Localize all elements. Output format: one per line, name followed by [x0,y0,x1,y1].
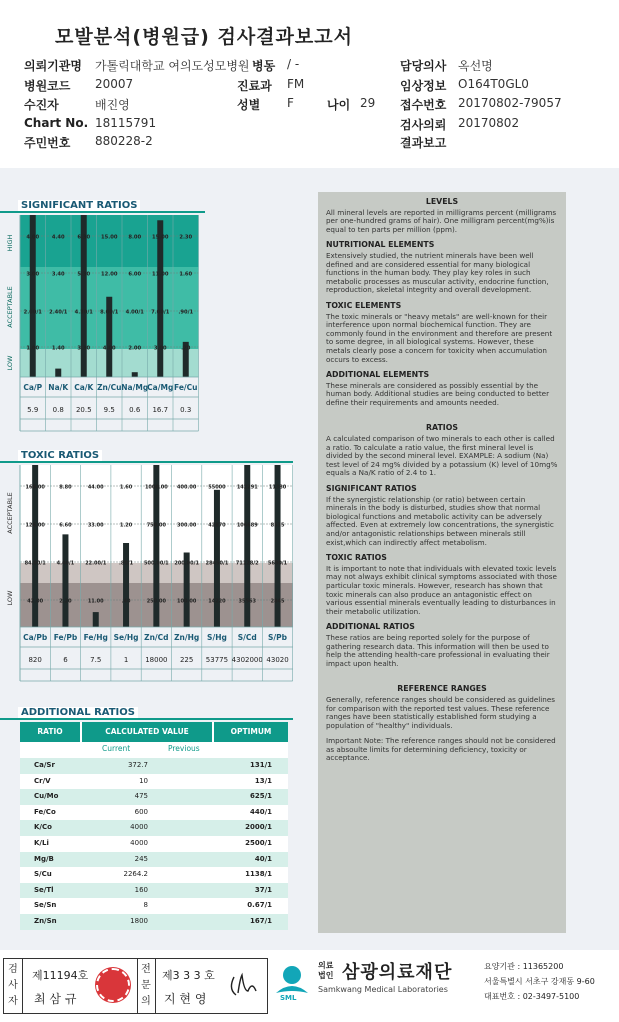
info-section-title: LEVELS [425,197,459,206]
table-row [20,805,288,821]
tick-label: 3.00 [26,271,40,278]
ratio-bar [62,534,68,627]
table-row [20,774,288,790]
tick-label: 6.60 [59,522,72,529]
category-label: Na/K [48,383,69,392]
category-label: S/Pb [268,633,288,642]
tick-label: 14220 [208,598,226,605]
field-sex: 성별 [237,98,261,112]
tick-label: 22.00/1 [85,560,107,567]
field-department: 진료과 [237,79,272,93]
tick-label: 4.00 [102,345,116,352]
tick-label: 100.00 [177,598,197,605]
tick-label: 6.00 [128,271,142,278]
info-section-title: SIGNIFICANT RATIOS [326,484,417,494]
tick-label: .90/1 [178,309,194,316]
tick-label: 4.00 [26,234,40,241]
inspector-number: 제11194호 [32,969,89,982]
tick-label: 1.60 [119,484,133,491]
col-calc-header: CALCULATED VALUE [82,722,212,742]
tick-label: 4.40/1 [56,560,75,567]
info-section-text: Generally, reference ranges should be considered as guidelines for comparison with the reported test values. These reference ranges have been statistically established form studying a population of "healthy" individuals. [326,694,555,730]
divider [22,959,23,1013]
tick-label: 500.00/1 [144,560,169,567]
tick-label: 400.00 [177,484,197,491]
field-institution: 의뢰기관명 [24,59,82,73]
field-age-value: 29 [360,96,376,110]
field-chart-no-value: 18115791 [95,116,157,130]
category-label: Zn/Cu [97,383,122,392]
ratio-name: K/Li [34,839,49,847]
info-section-title: ADDITIONAL ELEMENTS [326,370,430,380]
additional-section-header: ADDITIONAL RATIOS [0,707,293,720]
ratio-name: Mg/B [34,854,54,863]
field-hospital-code: 병원코드 [24,79,71,93]
tick-label: 1.40 [51,345,65,352]
tick-label: 35563 [238,598,256,605]
col-ratio-header: RATIO [20,722,80,742]
tick-label: 1.60 [179,271,193,278]
info-section-text: Extensively studied, the nutrient minerals have been well defined and are considered essential for many biological functions in the human body. They play key roles in such metabolic processes as muscular activity, endocrine function, reproduction, skeletal integrity and overall development. [326,250,549,295]
tick-label: 250.00 [146,598,166,605]
info-section [326,485,558,547]
field-clinical-info: 임상정보 [400,79,447,93]
tick-label: .40 [121,598,131,605]
ratio-name: Ca/Sr [34,761,55,769]
tick-label: 4.30/1 [74,309,93,316]
info-section-title: REFERENCE RANGES [397,684,487,694]
optimum-value: 13/1 [254,776,272,785]
table-row [20,914,288,930]
info-section-title: ADDITIONAL RATIOS [326,622,415,632]
inspector-name: 최 삼 규 [34,992,77,1006]
ratio-bar [55,369,61,377]
current-value: 1800 [130,917,148,925]
field-hospital-code-value: 20007 [95,77,134,91]
field-receipt-no: 접수번호 [400,98,447,112]
ratio-name: K/Co [34,823,52,832]
field-clinical-info-value: O164T0GL0 [458,77,529,91]
current-value: 4000 [130,839,148,847]
value-label: 5.9 [27,406,39,414]
tick-label: 6.30 [77,234,91,241]
toxic-section-header: TOXIC RATIOS [0,450,293,463]
table-row [20,867,288,883]
tick-label: 8.00 [128,234,142,241]
current-value: 8 [143,901,148,910]
value-label: 53775 [205,656,229,664]
tick-label: 3.00 [153,345,167,352]
divider [155,959,156,1013]
current-value: 4000 [130,823,148,832]
org-name: 삼광의료재단 [342,962,453,983]
significant-ratios-chart [0,213,210,445]
handwritten-signature [226,969,262,1003]
toxic-ratios-chart [0,463,295,695]
table-row [20,898,288,914]
field-request-date-value: 20170802 [458,116,520,130]
specialist-label: 전문의 [141,964,151,1007]
info-section-title: RATIOS [426,423,458,433]
info-section-text: These minerals are considered as possibly essential by the human body. Additional studies are being conducted to better define their requirements and amounts needed. [326,380,550,407]
tick-label: 84.00/1 [24,560,46,567]
field-receipt-no-value: 20170802-79057 [458,96,562,110]
info-section-text: Important Note: The reference ranges should not be considered as absoulte limits for determining deficiency, toxicity or acceptance. [326,736,556,763]
table-row [20,789,288,805]
org-prefix: 의료법인 [318,961,334,980]
field-doctor: 담당의사 [400,59,447,73]
zone-label: ACCEPTABLE [6,286,14,328]
current-value: 600 [134,807,148,816]
info-section-text: A calculated comparison of two minerals to each other is called a ratio. To calculate a ratio value, the first mineral level is divided by the second mineral level. EXAMPLE: A sodium (Na) test level of 24 mg% divided by a potassium (K) level of 10mg% equals a Na/K ratio of 2.4 to 1. [326,434,558,478]
optimum-value: 37/1 [254,885,272,894]
ratio-bar [123,543,129,627]
signature-box [3,958,268,1014]
tick-label: 300.00 [177,522,197,529]
ratio-name: Cr/V [34,776,51,785]
info-section [326,737,558,763]
info-section-text: These ratios are being reported solely for the purpose of gathering research data. This information will then be used to help the attending health-care professional in evaluating their impact upon health. [326,632,550,668]
category-label: Fe/Pb [53,633,78,642]
info-section-text: It is important to note that individuals with elevated toxic levels may not always exhibit clinical symptoms associated with those particular toxic minerals. However, research has shown that toxic minerals can also produce an antagonistic effect on various essential minerals eventually leading to disturbances in their metabolic utilization. [326,563,557,616]
tick-label: 42.00 [27,598,44,605]
tick-label: 1000.00 [144,484,168,491]
optimum-value: 40/1 [254,854,272,863]
info-section [326,623,558,678]
tick-label: 42870 [208,522,226,529]
value-label: 4302000 [231,656,263,664]
tick-label: 11.00 [152,271,169,278]
current-value: 2264.2 [123,870,148,879]
zone-label: LOW [6,355,14,371]
current-value: 475 [134,792,148,801]
value-label: 16.7 [152,406,169,414]
tick-label: 3.40 [51,271,65,278]
field-resident-no-value: 880228-2 [95,134,153,148]
field-institution-value: 가톨릭대학교 여의도성모병원 [95,59,250,73]
category-label: S/Hg [207,633,227,642]
category-label: Na/Mg [121,383,149,392]
category-label: Zn/Hg [174,633,200,642]
info-panel [318,192,566,933]
tick-label: 750.00 [146,522,166,529]
divider [137,959,138,1013]
zone-label: HIGH [6,234,14,252]
optimum-value: 2500/1 [245,839,272,847]
optimum-value: 1138/1 [245,870,272,879]
tick-label: 4.00/1 [125,309,144,316]
info-section [326,424,558,478]
ratio-bar [132,372,138,377]
zone-label: ACCEPTABLE [6,492,14,534]
tick-label: 15.00 [152,234,169,241]
current-value: 160 [134,885,148,894]
tick-label: 7.00/1 [151,309,170,316]
category-label: Zn/Cd [144,633,169,642]
current-value: 372.7 [127,761,148,769]
tick-label: 2.30 [179,234,193,241]
col-current-header: Current [102,744,131,753]
optimum-value: 440/1 [249,807,272,816]
value-label: 18000 [145,656,168,664]
field-patient-value: 배진영 [95,98,130,112]
org-name-en: Samkwang Medical Laboratories [318,985,448,994]
ratio-name: S/Cu [34,870,52,879]
info-section-text: The toxic minerals or "heavy metals" are well-known for their interference upon normal biochemical function. They are commonly found in the environment and therefore are present to some degree, in all biological systems. However, these metals clearly pose a concern for toxicity when accumulation occurs to excess. [326,311,553,364]
value-label: 9.5 [103,406,115,414]
info-section [326,371,558,417]
tick-label: 8.80 [59,484,72,491]
ratio-name: Cu/Mo [34,792,59,801]
category-label: Ca/K [74,383,94,392]
seal-stamp [96,968,130,1002]
info-section [326,554,558,616]
field-report-date: 결과보고 [400,136,447,150]
tick-label: 12.00 [101,271,118,278]
optimum-value: 2000/1 [245,823,272,832]
tick-label: 71128/2 [235,560,259,567]
ratio-name: Fe/Co [34,807,56,816]
footer [0,955,619,1022]
tick-label: 2.00 [128,345,142,352]
specialist-number: 제3 3 3 호 [162,969,215,982]
field-age: 나이 [327,98,351,112]
tick-label: 168.00 [25,484,45,491]
field-patient: 수진자 [24,98,59,112]
tick-label: 200.00/1 [174,560,199,567]
info-section [326,198,558,234]
info-section-title: NUTRITIONAL ELEMENTS [326,240,435,250]
info-section [326,685,558,730]
value-label: 6 [63,656,68,664]
info-section-title: TOXIC ELEMENTS [326,300,402,310]
table-row [20,758,288,774]
value-label: 0.6 [129,406,141,414]
ratio-bar [214,490,220,627]
org-address: 서울특별시 서초구 강재동 9-60 [484,977,595,986]
tick-label: 28450/1 [205,560,229,567]
ratio-name: Se/Tl [34,885,54,894]
current-value: 245 [134,854,148,863]
tick-label: 1.00 [26,345,40,352]
value-label: 43020 [266,656,289,664]
optimum-value: 625/1 [249,792,272,801]
ratio-bar [93,612,99,627]
optimum-value: 0.67/1 [247,901,272,910]
category-label: Se/Hg [113,633,139,642]
field-department-value: FM [287,77,305,91]
table-row [20,836,288,852]
tick-label: 55000 [208,484,226,491]
tick-label: 2.40/1 [49,309,68,316]
value-label: 20.5 [75,406,92,414]
zone-label: LOW [6,590,14,606]
tick-label: 44.00 [87,484,104,491]
table-row [20,820,288,836]
info-section-text: If the synergistic relationship (or ratio) between certain minerals in the body is disturbed, studies show that normal biological functions and metabolic activity can be adversely affected. Even at extremely low concentrations, the synergistic and/or antagonistic relationships between minerals still exist,which can indirectly affect metabolism. [326,494,554,547]
tick-label: .20 [181,345,191,352]
value-label: 225 [179,656,194,664]
field-request-date: 검사의뢰 [400,118,447,132]
tick-label: 8535 [270,522,285,529]
table-row [20,852,288,868]
tick-label: 11380 [268,484,287,491]
optimum-value: 167/1 [249,917,272,925]
value-label: 0.8 [52,406,64,414]
field-sex-value: F [287,96,294,110]
value-label: 1 [123,656,129,664]
significant-section-header: SIGNIFICANT RATIOS [0,200,205,213]
category-label: Ca/P [23,383,43,392]
tick-label: 2845 [270,598,285,605]
inspector-label: 검사자 [8,964,18,1007]
table-row [20,883,288,899]
zone-band [20,215,199,267]
category-label: Ca/Mg [147,383,174,392]
tick-label: 2.00/1 [23,309,42,316]
optimum-value: 131/1 [249,761,272,769]
ratio-bar [157,220,163,377]
tick-label: .80/1 [118,560,134,567]
page-title: 모발분석(병원급) 검사결과보고서 [55,26,353,48]
value-label: 820 [28,656,42,664]
tick-label: 2.20 [59,598,72,605]
tick-label: 1.20 [119,522,133,529]
tick-label: 11.00 [87,598,104,605]
col-optimum-header: OPTIMUM [214,722,288,742]
tick-label: 126.00 [25,522,45,529]
tick-label: 5.30 [77,271,91,278]
info-section-text: All mineral levels are reported in milligrams percent (milligrams per one-hundred grams of hair). One milligram percent(mg%)is equal to ten parts per million (ppm). [326,207,557,234]
tick-label: 8.00/1 [100,309,119,316]
category-label: Fe/Cu [174,383,198,392]
category-label: Ca/Pb [23,633,48,642]
org-phone: 대표번호 : 02-3497-5100 [484,992,580,1001]
org-logo: SML [272,961,312,1007]
specialist-name: 지 현 영 [164,992,207,1006]
field-doctor-value: 옥선명 [458,59,493,73]
field-ward: 병동 [252,59,276,73]
info-section [326,302,558,364]
tick-label: 33.00 [87,522,104,529]
field-ward-value: / - [287,57,300,71]
tick-label: 4.40 [51,234,65,241]
category-label: Fe/Hg [83,633,108,642]
field-chart-no: Chart No. [24,116,89,130]
info-section-title: TOXIC RATIOS [326,553,387,563]
col-previous-header: Previous [168,744,200,753]
tick-label: 5690/1 [267,560,288,567]
info-section [326,241,558,295]
value-label: 7.5 [90,656,102,664]
tick-label: 15.00 [101,234,118,241]
ratio-name: Zn/Sn [34,917,57,925]
ratio-name: Se/Sn [34,901,57,910]
category-label: S/Cd [237,633,257,642]
tick-label: 3.30 [77,345,91,352]
current-value: 10 [139,776,148,785]
tick-label: 142291 [236,484,258,491]
tick-label: 106689 [236,522,258,529]
value-label: 0.3 [180,406,192,414]
field-resident-no: 주민번호 [24,136,71,150]
org-code: 요양기관 : 11365200 [484,962,564,971]
additional-ratios-table [20,722,288,925]
